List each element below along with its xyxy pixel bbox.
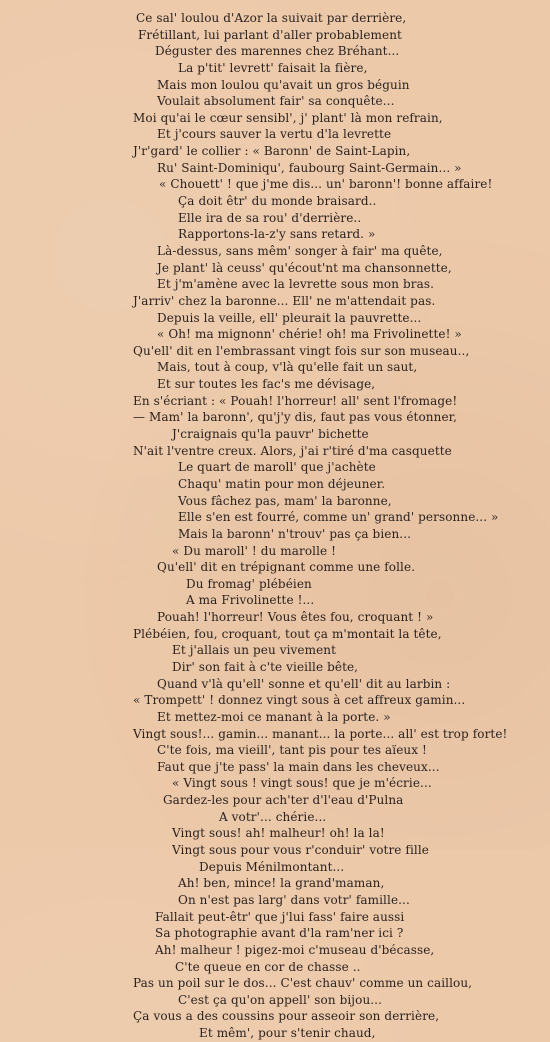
verse-text: Depuis Ménilmontant... xyxy=(199,859,345,874)
verse-line xyxy=(0,925,550,942)
verse-line xyxy=(0,293,550,310)
verse-text: Depuis la veille, ell' pleurait la pauvrette... xyxy=(157,310,422,325)
verse-line xyxy=(0,210,550,227)
verse-text: On n'est pas larg' dans votr' famille... xyxy=(178,892,410,907)
verse-text: Du fromag' plébéien xyxy=(186,576,312,591)
verse-text: Frétillant, lui parlant d'aller probablement xyxy=(138,27,402,42)
verse-line xyxy=(0,942,550,959)
verse-text: Chaqu' matin pour mon déjeuner. xyxy=(178,476,386,491)
verse-line xyxy=(0,692,550,709)
verse-text: Qu'ell' dit en l'embrassant vingt fois sur son museau.., xyxy=(133,343,470,358)
verse-line xyxy=(0,726,550,743)
verse-line xyxy=(0,77,550,94)
verse-line xyxy=(0,426,550,443)
verse-text: C'est ça qu'on appell' son bijou... xyxy=(178,992,383,1007)
verse-line xyxy=(0,176,550,193)
verse-text: Qu'ell' dit en trépignant comme une folle. xyxy=(157,560,416,575)
verse-line xyxy=(0,642,550,659)
verse-text: A votr'... chérie... xyxy=(219,809,327,824)
verse-text: Et j'm'amène avec la levrette sous mon bras. xyxy=(157,277,435,292)
verse-line xyxy=(0,443,550,460)
verse-line xyxy=(0,493,550,510)
verse-text: Le quart de maroll' que j'achète xyxy=(178,460,376,475)
poem-text xyxy=(0,10,550,1042)
verse-text: J'craignais qu'la pauvr' bichette xyxy=(172,427,369,442)
verse-text: Vingt sous pour vous r'conduir' votre fille xyxy=(172,843,429,858)
verse-text: Et sur toutes les fac's me dévisage, xyxy=(157,377,376,392)
verse-text: Mais la baronn' n'trouv' pas ça bien... xyxy=(178,526,412,541)
verse-line xyxy=(0,509,550,526)
verse-line xyxy=(0,226,550,243)
verse-line xyxy=(0,60,550,77)
verse-text: Moi qu'ai le cœur sensibl', j' plant' là mon refrain, xyxy=(133,110,443,125)
verse-text: Vingt sous!... gamin... manant... la porte... all' est trop forte! xyxy=(133,726,508,741)
verse-line xyxy=(0,592,550,609)
verse-line xyxy=(0,260,550,277)
verse-text: Ça doit êtr' du monde braisard.. xyxy=(178,194,377,209)
verse-line xyxy=(0,343,550,360)
verse-line xyxy=(0,476,550,493)
verse-text: « Du maroll' ! du marolle ! xyxy=(172,543,337,558)
verse-text: Sa photographie avant d'la ram'ner ici ? xyxy=(155,926,404,941)
verse-line xyxy=(0,809,550,826)
verse-line xyxy=(0,559,550,576)
verse-line xyxy=(0,1008,550,1025)
verse-text: « Trompett' ! donnez vingt sous à cet affreux gamin... xyxy=(133,693,466,708)
verse-line xyxy=(0,43,550,60)
verse-text: J'r'gard' le collier : « Baronn' de Saint-Lapin, xyxy=(133,144,411,159)
verse-text: Faut que j'te pass' la main dans les cheveux... xyxy=(157,759,440,774)
verse-text: Gardez-les pour ach'ter d'l'eau d'Pulna xyxy=(163,793,404,808)
verse-text: Rapportons-la-z'y sans retard. » xyxy=(178,227,376,242)
verse-line xyxy=(0,842,550,859)
verse-text: Vingt sous! ah! malheur! oh! la la! xyxy=(172,826,385,841)
verse-text: N'ait l'ventre creux. Alors, j'ai r'tiré d'ma casquette xyxy=(133,443,452,458)
verse-text: Là-dessus, sans mêm' songer à fair' ma quête, xyxy=(157,243,443,258)
verse-line xyxy=(0,276,550,293)
verse-line xyxy=(0,859,550,876)
verse-line xyxy=(0,875,550,892)
verse-text: Plébéien, fou, croquant, tout ça m'montait la tête, xyxy=(133,626,442,641)
verse-text: A ma Frivolinette !... xyxy=(186,593,315,608)
verse-line xyxy=(0,326,550,343)
verse-line xyxy=(0,825,550,842)
verse-text: Déguster des marennes chez Bréhant... xyxy=(155,44,400,59)
verse-line xyxy=(0,10,550,27)
verse-line xyxy=(0,576,550,593)
verse-line xyxy=(0,93,550,110)
verse-line xyxy=(0,459,550,476)
verse-text: Ah! ben, mince! la grand'maman, xyxy=(178,876,385,891)
verse-line xyxy=(0,992,550,1009)
verse-line xyxy=(0,659,550,676)
verse-text: Je plant' là ceuss' qu'écout'nt ma chansonnette, xyxy=(157,260,452,275)
verse-line xyxy=(0,609,550,626)
verse-text: Mais, tout à coup, v'là qu'elle fait un saut, xyxy=(157,360,418,375)
verse-text: C'te fois, ma vieill', tant pis pour tes aïeux ! xyxy=(157,743,427,758)
verse-line xyxy=(0,792,550,809)
verse-line xyxy=(0,1025,550,1042)
verse-line xyxy=(0,742,550,759)
verse-text: — Mam' la baronn', qu'j'y dis, faut pas vous étonner, xyxy=(133,410,458,425)
verse-text: « Oh! ma mignonn' chérie! oh! ma Frivolinette! » xyxy=(157,327,462,342)
verse-text: Quand v'là qu'ell' sonne et qu'ell' dit au larbin : xyxy=(157,676,451,691)
verse-line xyxy=(0,243,550,260)
verse-line xyxy=(0,709,550,726)
verse-line xyxy=(0,126,550,143)
verse-text: Voulait absolument fair' sa conquête... xyxy=(157,94,395,109)
verse-line xyxy=(0,892,550,909)
verse-line xyxy=(0,775,550,792)
verse-text: Dir' son fait à c'te vieille bête, xyxy=(172,659,359,674)
verse-line xyxy=(0,143,550,160)
verse-text: Et j'cours sauver la vertu d'la levrette xyxy=(157,127,392,142)
verse-line xyxy=(0,975,550,992)
verse-text: Ça vous a des coussins pour asseoir son derrière, xyxy=(133,1009,440,1024)
verse-line xyxy=(0,359,550,376)
verse-line xyxy=(0,110,550,127)
verse-line xyxy=(0,676,550,693)
verse-text: Pas un poil sur le dos... C'est chauv' comme un caillou, xyxy=(133,976,473,991)
verse-text: Et j'allais un peu vivement xyxy=(172,643,337,658)
verse-line xyxy=(0,909,550,926)
verse-text: J'arriv' chez la baronne... Ell' ne m'attendait pas. xyxy=(133,293,436,308)
verse-text: Vous fâchez pas, mam' la baronne, xyxy=(178,493,392,508)
verse-line xyxy=(0,160,550,177)
verse-line xyxy=(0,193,550,210)
verse-text: « Vingt sous ! vingt sous! que je m'écrie... xyxy=(172,776,432,791)
verse-line xyxy=(0,526,550,543)
verse-line xyxy=(0,393,550,410)
verse-line xyxy=(0,759,550,776)
verse-text: Elle s'en est fourré, comme un' grand' personne... » xyxy=(178,510,499,525)
verse-text: Pouah! l'horreur! Vous êtes fou, croquant ! » xyxy=(157,610,434,625)
verse-text: Et mêm', pour s'tenir chaud, xyxy=(199,1026,376,1041)
verse-text: Ce sal' loulou d'Azor la suivait par derrière, xyxy=(136,11,407,25)
verse-line xyxy=(0,409,550,426)
verse-text: Fallait peut-êtr' que j'lui fass' faire aussi xyxy=(155,909,405,924)
verse-line xyxy=(0,310,550,327)
verse-text: « Chouett' ! que j'me dis... un' baronn'! bonne affaire! xyxy=(159,177,493,192)
verse-text: Ah! malheur ! pigez-moi c'museau d'bécasse, xyxy=(155,942,435,957)
verse-line xyxy=(0,959,550,976)
verse-text: Ru' Saint-Dominiqu', faubourg Saint-Germain... » xyxy=(157,160,462,175)
verse-text: Elle ira de sa rou' d'derrière.. xyxy=(178,210,362,225)
verse-text: En s'écriant : « Pouah! l'horreur! all' sent l'fromage! xyxy=(133,393,458,408)
verse-text: Mais mon loulou qu'avait un gros béguin xyxy=(157,77,410,92)
verse-text: C'te queue en cor de chasse .. xyxy=(175,959,361,974)
verse-line xyxy=(0,543,550,560)
verse-line xyxy=(0,27,550,44)
verse-line xyxy=(0,376,550,393)
verse-text: La p'tit' levrett' faisait la fière, xyxy=(178,60,368,75)
verse-line xyxy=(0,626,550,643)
verse-text: Et mettez-moi ce manant à la porte. » xyxy=(157,709,391,724)
